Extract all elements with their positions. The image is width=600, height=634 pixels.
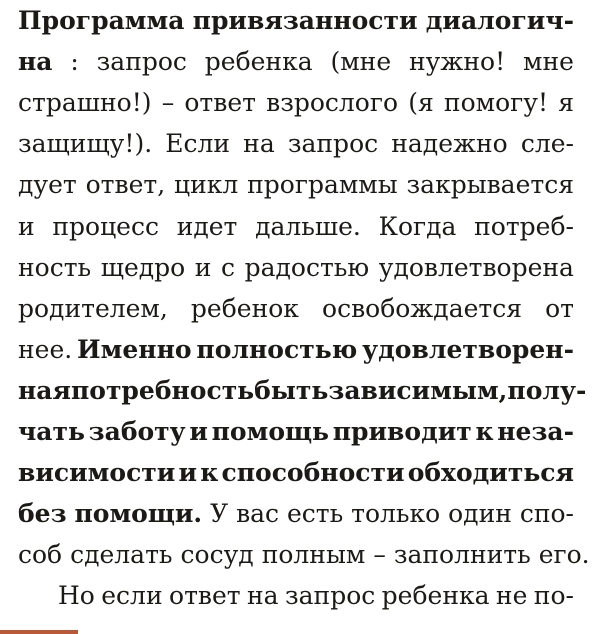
word: запрос: [285, 581, 376, 611]
word: ная: [18, 375, 71, 405]
word: к: [200, 458, 219, 488]
text-line: [58, 581, 574, 611]
word: ребенка: [204, 47, 313, 77]
word: программы: [247, 170, 398, 200]
word: сделать: [70, 540, 173, 570]
word: мне: [523, 47, 574, 77]
word: помогу!: [443, 88, 548, 118]
word: привязанности: [192, 6, 418, 35]
word: на: [243, 129, 275, 159]
word: запрос: [287, 129, 379, 159]
word: закрывается: [406, 170, 574, 200]
word: удовлетворена: [378, 252, 574, 282]
word: дует: [18, 170, 77, 200]
word: :: [70, 47, 79, 77]
word: и: [178, 458, 198, 488]
word: дальше.: [255, 211, 361, 241]
word: идет: [176, 211, 238, 241]
word: потребность: [70, 375, 255, 405]
accent-rule: [0, 630, 78, 634]
word: способности: [221, 458, 405, 488]
word: соб: [18, 540, 63, 570]
word: неза-: [497, 417, 574, 446]
word: спо-: [519, 499, 574, 529]
text-line: [18, 375, 587, 406]
text-line: [18, 417, 574, 447]
word: помощь: [211, 417, 330, 446]
text-line: [18, 212, 574, 242]
word: надежно: [391, 129, 508, 159]
word: помощи.: [74, 499, 203, 529]
word: заполнить: [393, 540, 531, 570]
word: ответ: [184, 88, 256, 118]
word: ность: [18, 252, 92, 282]
text-line: [18, 540, 590, 570]
word: диалогич-: [425, 6, 574, 35]
word: взрослого: [266, 88, 399, 118]
word: я: [558, 88, 574, 118]
word: быть: [254, 375, 329, 405]
word: защищу!).: [18, 129, 153, 159]
word: Программа: [18, 6, 185, 35]
word: вас: [236, 499, 280, 529]
word: один: [448, 499, 512, 529]
word: –: [161, 88, 175, 118]
word: от: [545, 293, 574, 323]
word: щедро: [100, 252, 186, 282]
word: У: [210, 499, 229, 529]
word: зависимым,: [328, 375, 508, 405]
word: страшно!): [18, 88, 152, 118]
text-line: [18, 294, 574, 324]
word: радостью: [244, 252, 370, 282]
word: его.: [538, 540, 590, 570]
word: и: [18, 211, 35, 241]
word: нее.: [18, 334, 73, 364]
word: удовлетворен-: [362, 334, 574, 364]
word: висимости: [18, 458, 176, 488]
word: сосуд: [180, 540, 254, 570]
word: нужно!: [409, 47, 506, 77]
text-line: [18, 458, 574, 488]
word: и: [194, 252, 212, 282]
word: процесс: [52, 211, 159, 241]
word: на: [247, 581, 279, 611]
word: полным: [261, 540, 366, 570]
word: к: [475, 417, 494, 446]
word: ребенок: [190, 293, 299, 323]
word: Когда: [378, 211, 457, 241]
text-line: [18, 253, 574, 283]
word: потреб-: [474, 211, 574, 241]
word: есть: [286, 499, 344, 529]
word: Именно: [77, 334, 192, 364]
word: ответ: [169, 581, 241, 611]
word: и: [189, 417, 208, 446]
word: запрос: [96, 47, 187, 77]
word: освобождается: [322, 293, 522, 323]
text-line: [18, 88, 574, 118]
word: (я: [408, 88, 434, 118]
word: Но: [58, 581, 95, 611]
word: без: [18, 499, 67, 529]
word: с: [221, 252, 236, 282]
word: цикл: [174, 170, 239, 200]
text-line: [18, 499, 574, 529]
word: обходиться: [407, 458, 574, 488]
word: Если: [165, 129, 231, 159]
word: сле-: [520, 129, 574, 159]
word: полностью: [196, 334, 358, 364]
word: ребенка: [381, 581, 490, 611]
text-line: [18, 6, 574, 36]
word: не: [495, 581, 528, 611]
word: на: [18, 47, 53, 77]
word: только: [351, 499, 441, 529]
word: чать: [18, 417, 85, 446]
word: приводит: [332, 417, 472, 446]
text-line: [18, 47, 574, 77]
word: заботу: [88, 417, 186, 446]
word: если: [101, 581, 163, 611]
text-line: [18, 335, 574, 365]
word: (мне: [330, 47, 392, 77]
text-line: [18, 129, 574, 159]
text-line: [18, 170, 574, 200]
word: по-: [533, 581, 574, 611]
word: полу-: [507, 375, 587, 405]
word: ответ,: [85, 170, 166, 200]
word: –: [373, 540, 386, 570]
word: родителем,: [18, 293, 168, 323]
